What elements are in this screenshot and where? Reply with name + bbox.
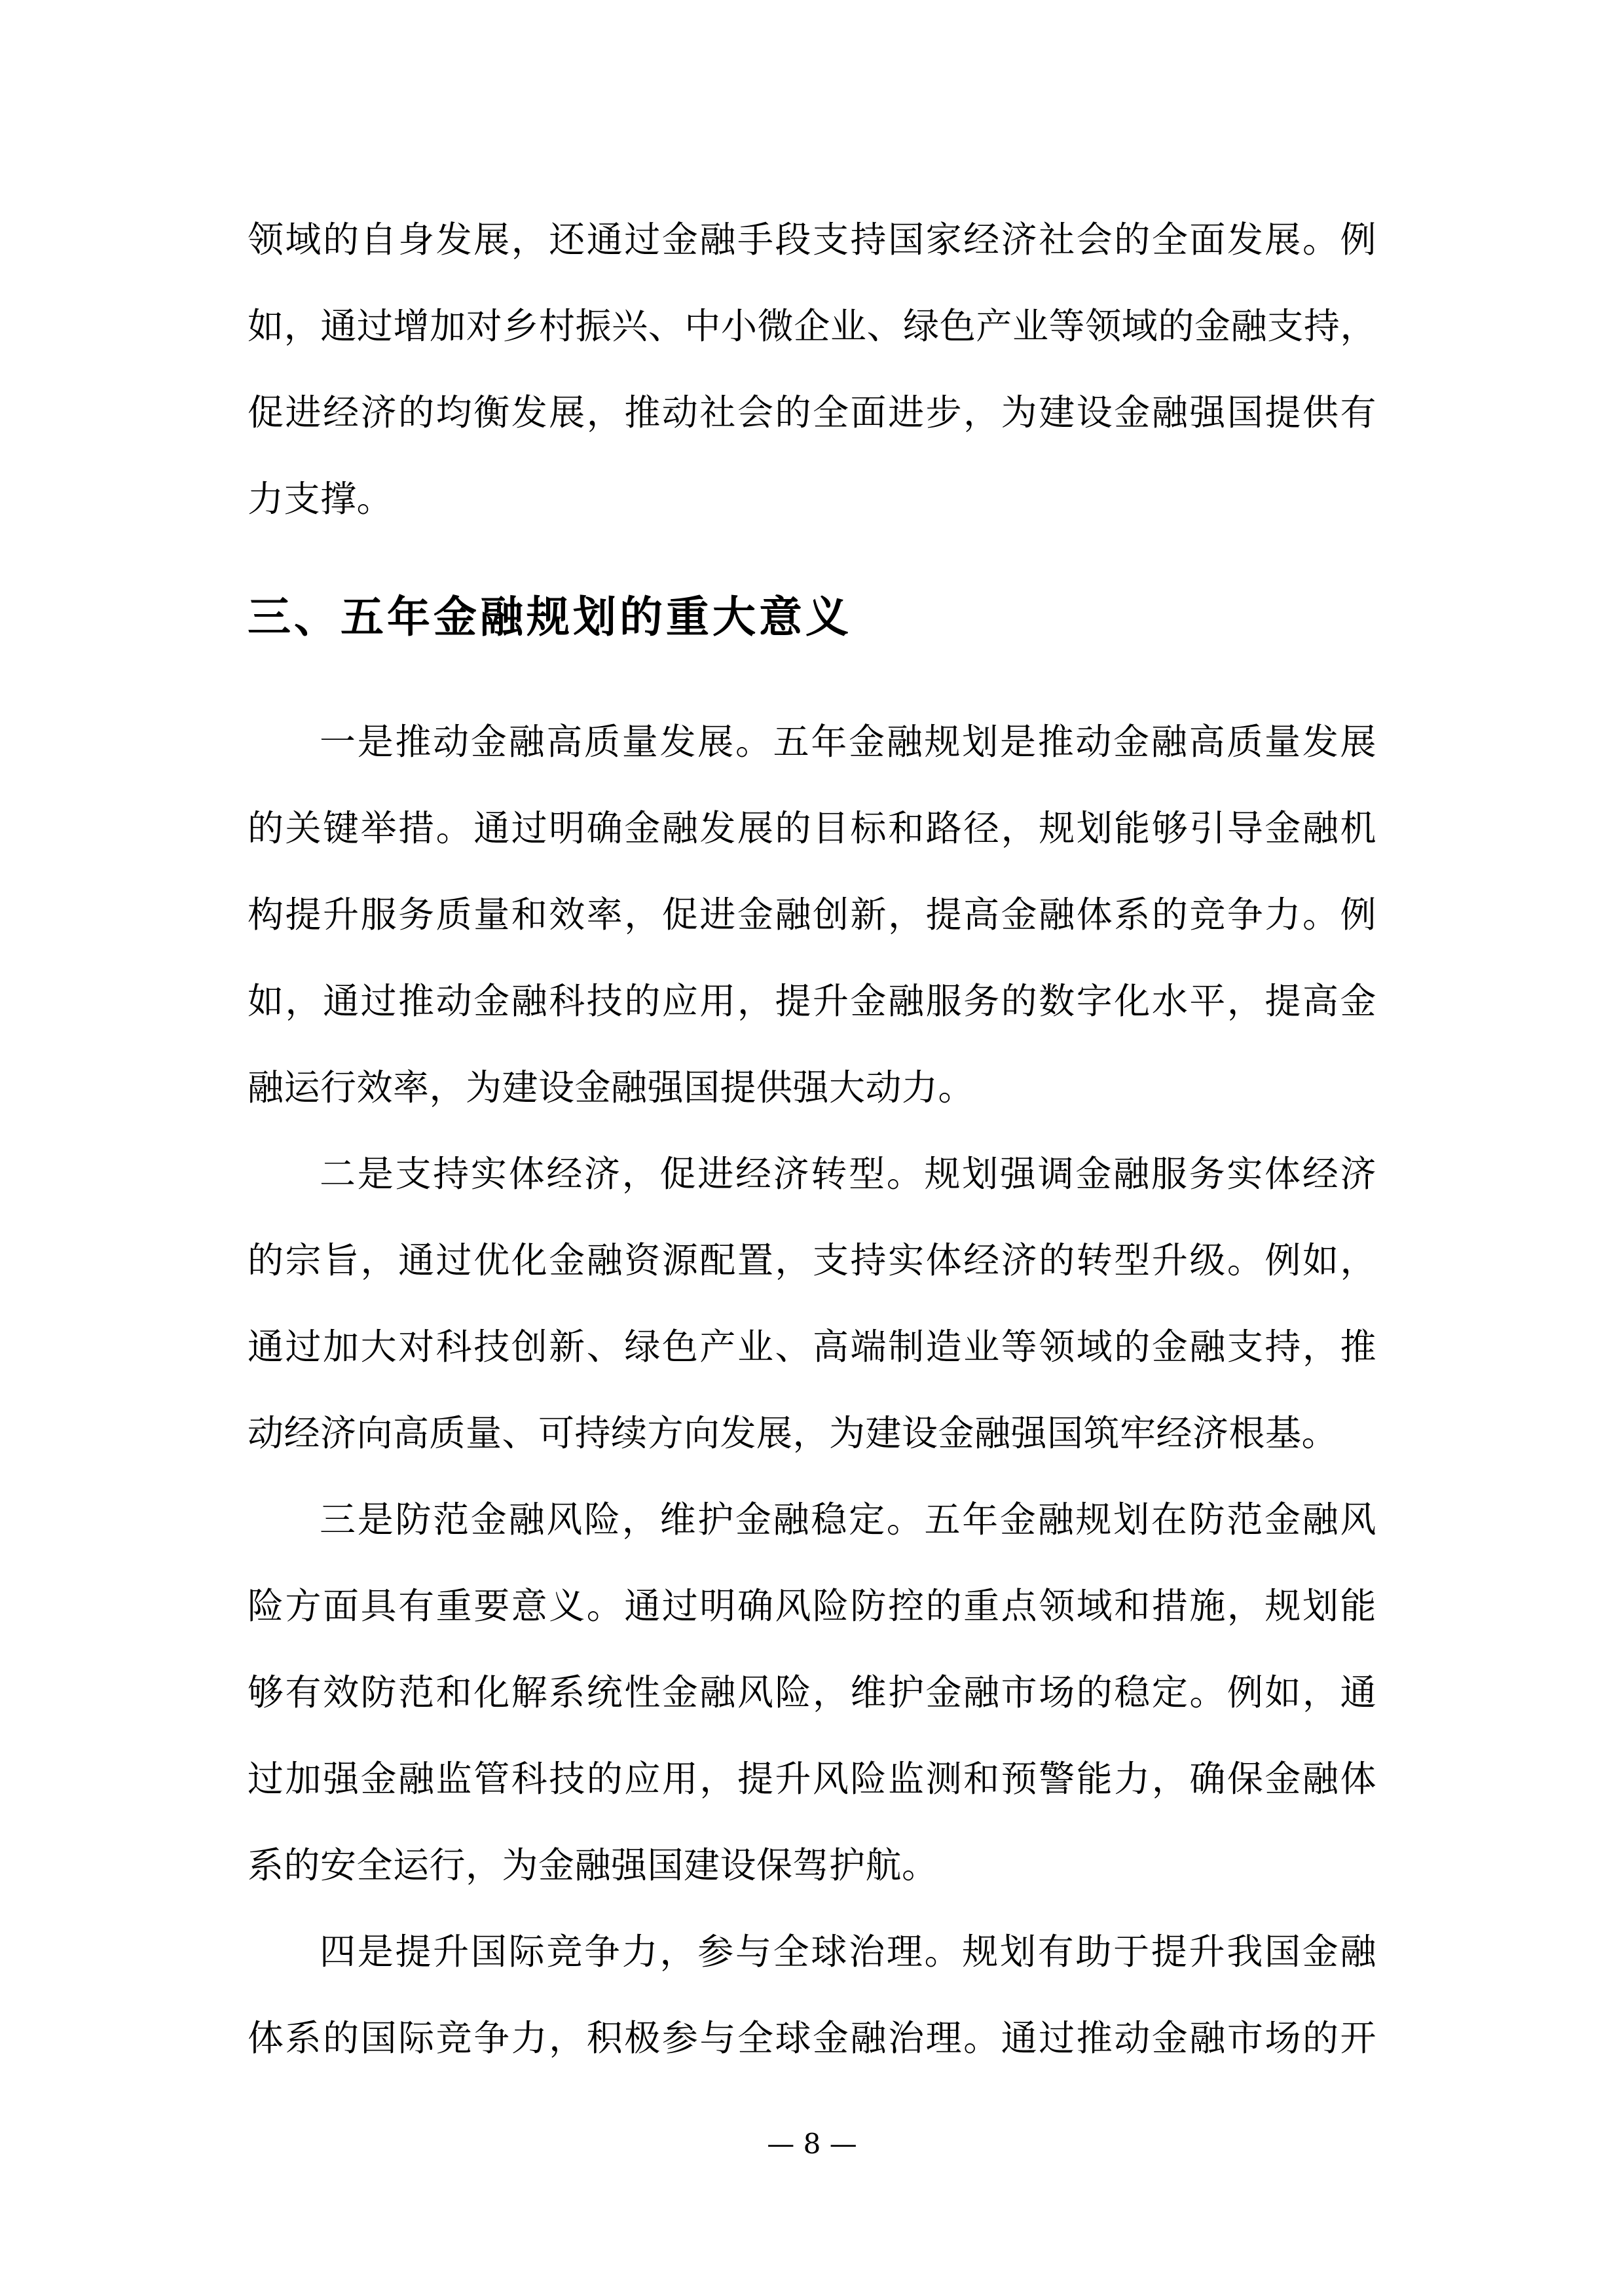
body-line: 融运行效率，为建设金融强国提供强大动力。 [248,1066,975,1108]
body-line: 四是提升国际竞争力，参与全球治理。规划有助于提升我国金融 [320,1931,1376,1973]
body-line: 构提升服务质量和效率，促进金融创新，提高金融体系的竞争力。例 [248,894,1376,936]
body-line: 领域的自身发展，还通过金融手段支持国家经济社会的全面发展。例 [248,219,1376,261]
body-line: 的关键举措。通过明确金融发展的目标和路径，规划能够引导金融机 [248,807,1376,849]
body-line: 险方面具有重要意义。通过明确风险防控的重点领域和措施，规划能 [248,1585,1376,1627]
page-number: — 8 — [767,2128,857,2160]
body-line: 通过加大对科技创新、绿色产业、高端制造业等领域的金融支持，推 [248,1326,1376,1368]
body-line: 够有效防范和化解系统性金融风险，维护金融市场的稳定。例如，通 [248,1671,1376,1713]
body-line: 体系的国际竞争力，积极参与全球金融治理。通过推动金融市场的开 [248,2017,1376,2059]
body-line: 的宗旨，通过优化金融资源配置，支持实体经济的转型升级。例如， [248,1239,1376,1281]
paragraph-point-3 [248,1476,1376,1908]
body-line: 力支撑。 [248,478,394,520]
page-content [248,0,1376,2081]
body-line: 如，通过推动金融科技的应用，提升金融服务的数字化水平，提高金 [248,980,1376,1022]
body-line: 三是防范金融风险，维护金融稳定。五年金融规划在防范金融风 [320,1499,1376,1540]
body-line: 动经济向高质量、可持续方向发展，为建设金融强国筑牢经济根基。 [248,1412,1338,1454]
section-heading: 三、五年金融规划的重大意义 [248,592,852,642]
body-line: 过加强金融监管科技的应用，提升风险监测和预警能力，确保金融体 [248,1758,1376,1800]
body-line: 促进经济的均衡发展，推动社会的全面进步，为建设金融强国提供有 [248,392,1376,433]
paragraph-point-4 [248,1908,1376,2081]
body-line: 二是支持实体经济，促进经济转型。规划强调金融服务实体经济 [320,1153,1376,1195]
paragraph-point-2 [248,1131,1376,1476]
body-line: 如，通过增加对乡村振兴、中小微企业、绿色产业等领域的金融支持， [248,305,1376,347]
body-line: 一是推动金融高质量发展。五年金融规划是推动金融高质量发展 [320,721,1376,763]
paragraph-point-1 [248,699,1376,1131]
paragraph-continuation [248,196,1376,542]
body-line: 系的安全运行，为金融强国建设保驾护航。 [248,1844,938,1886]
